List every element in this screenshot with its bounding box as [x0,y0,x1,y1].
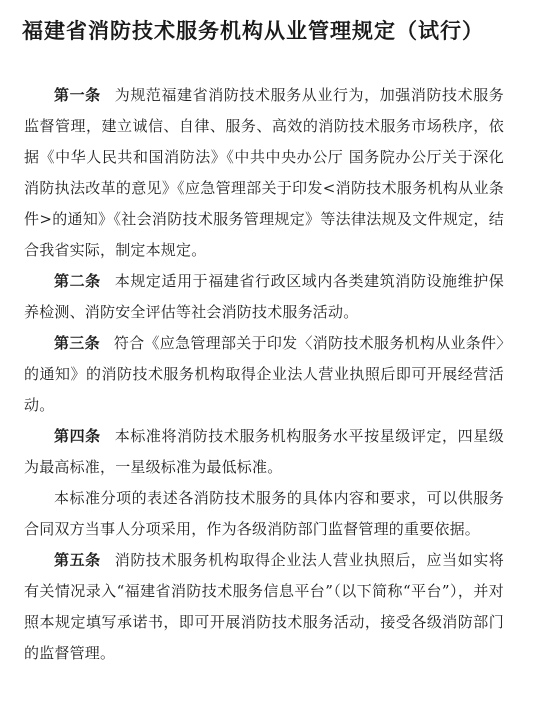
article-4 [24,421,504,483]
article-text: 本标准分项的表述各消防技术服务的具体内容和要求，可以供服务合同双方当事人分项采用，作为各级消防部门监督管理的重要依据。 [24,489,504,538]
article-text: 消防技术服务机构取得企业法人营业执照后，应当如实将有关情况录入“福建省消防技术服务信息平台”（以下简称“平台”），并对照本规定填写承诺书，即可开展消防技术服务活动，接受各级消防部门的监督管理。 [24,551,504,662]
article-3 [24,328,504,421]
article-label: 第五条 [54,551,101,569]
document-title: 福建省消防技术服务机构从业管理规定（试行） [22,19,484,43]
document-body [24,80,504,669]
article-4-continuation [24,483,504,545]
article-label: 第三条 [54,334,100,352]
article-text: 本规定适用于福建省行政区域内各类建筑消防设施维护保养检测、消防安全评估等社会消防技术服务活动。 [24,272,504,321]
article-label: 第二条 [54,272,101,290]
article-label: 第一条 [54,86,101,104]
article-1 [24,80,504,266]
article-text: 为规范福建省消防技术服务从业行为，加强消防技术服务监督管理，建立诚信、自律、服务、高效的消防技术服务市场秩序，依据《中华人民共和国消防法》《中共中央办公厅 国务院办公厅关于深化消防执法改革的意见》《应急管理部关于印发<消防技术服务机构从业条件>的通知》《社会消防技术服务管理规定》等法律法规及文件规定，结合我省实际，制定本规定。 [24,86,504,259]
article-text: 符合《应急管理部关于印发〈消防技术服务机构从业条件〉的通知》的消防技术服务机构取得企业法人营业执照后即可开展经营活动。 [24,334,504,414]
article-text: 本标准将消防技术服务机构服务水平按星级评定，四星级为最高标准，一星级标准为最低标准。 [24,427,504,476]
article-2 [24,266,504,328]
article-label: 第四条 [54,427,101,445]
article-5 [24,545,504,669]
